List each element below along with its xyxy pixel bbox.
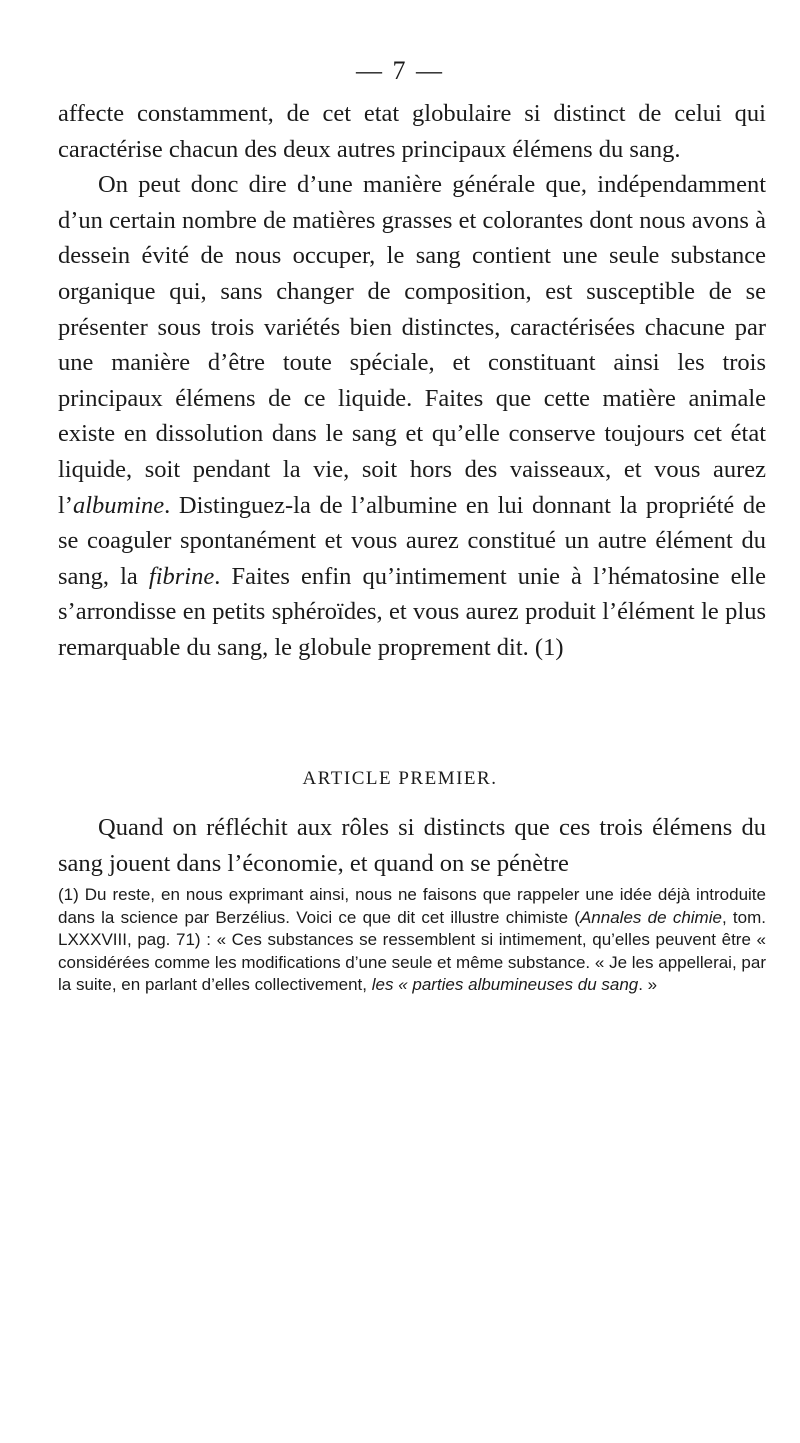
paragraph-text: . Distinguez-la de l’albumine en lui donnant la propriété de se coaguler spontanément et vous aurez constitué un autre élément du sang, la <box>58 491 766 590</box>
footnote-intro: (1) Du reste, en nous exprimant ainsi, nous ne faisons que rappeler une idée déjà introduite dans la science par Berzélius. Voici ce que dit cet illustre chimiste ( <box>58 885 766 927</box>
footnote-quote-end: . » <box>638 975 658 995</box>
term-albumine: albumine <box>72 491 165 519</box>
article-heading: ARTICLE PREMIER. <box>302 768 498 789</box>
page-number: — 7 — <box>356 56 444 85</box>
paragraph-continuation: affecte constamment, de cet etat globulaire si distinct de celui qui caractérise chacun des deux autres principaux élémens du sang. <box>58 100 766 163</box>
paragraph-blood-substances <box>58 167 766 665</box>
footnote-reference: , tom. LXXXVIII, pag. 71) : <box>58 907 766 950</box>
term-fibrine: fibrine <box>148 562 215 590</box>
paragraph-text: On peut donc dire d’une manière générale que, indépendamment d’un certain nombre de matières grasses et colorantes dont nous avons à dessein évité de nous occuper, le sang contient une seule substance organique qui, sans changer de composition, est susceptible de se présenter sous trois variétés bien distinctes, caractérisées chacune par une manière d’être toute spéciale, et constituant ainsi les trois principaux élémens de ce liquide. Faites que cette matière animale existe en dissolution dans le sang et qu’elle conserve toujours cet état liquide, soit pendant la vie, soit hors des vaisseaux, et vous aurez l’ <box>58 171 766 519</box>
paragraph-text: . Faites enfin qu’intimement unie à l’hématosine elle s’arrondisse en petits sphéroïdes, et vous aurez produit l’élément le plus remarquable du sang, le globule proprement dit. (1) <box>58 562 767 661</box>
footnote-text <box>58 884 766 997</box>
article-text-block <box>58 810 766 881</box>
footnote-source: Annales de chimie <box>579 907 722 927</box>
footnote-quote: « Ces substances se ressemblent si intimement, qu’elles peuvent être « considérées comme les modifications d’une seule et même substance. « Je les appellerai, par la suite, en parlant d’elles collectivement, <box>58 930 766 995</box>
footnote-quote-italic: les « parties albumineuses du sang <box>371 975 639 995</box>
article-paragraph: Quand on réfléchit aux rôles si distincts que ces trois élémens du sang jouent dans l’économie, et quand on se pénètre <box>58 814 766 877</box>
main-text-block <box>58 96 766 666</box>
footnote <box>58 884 766 997</box>
